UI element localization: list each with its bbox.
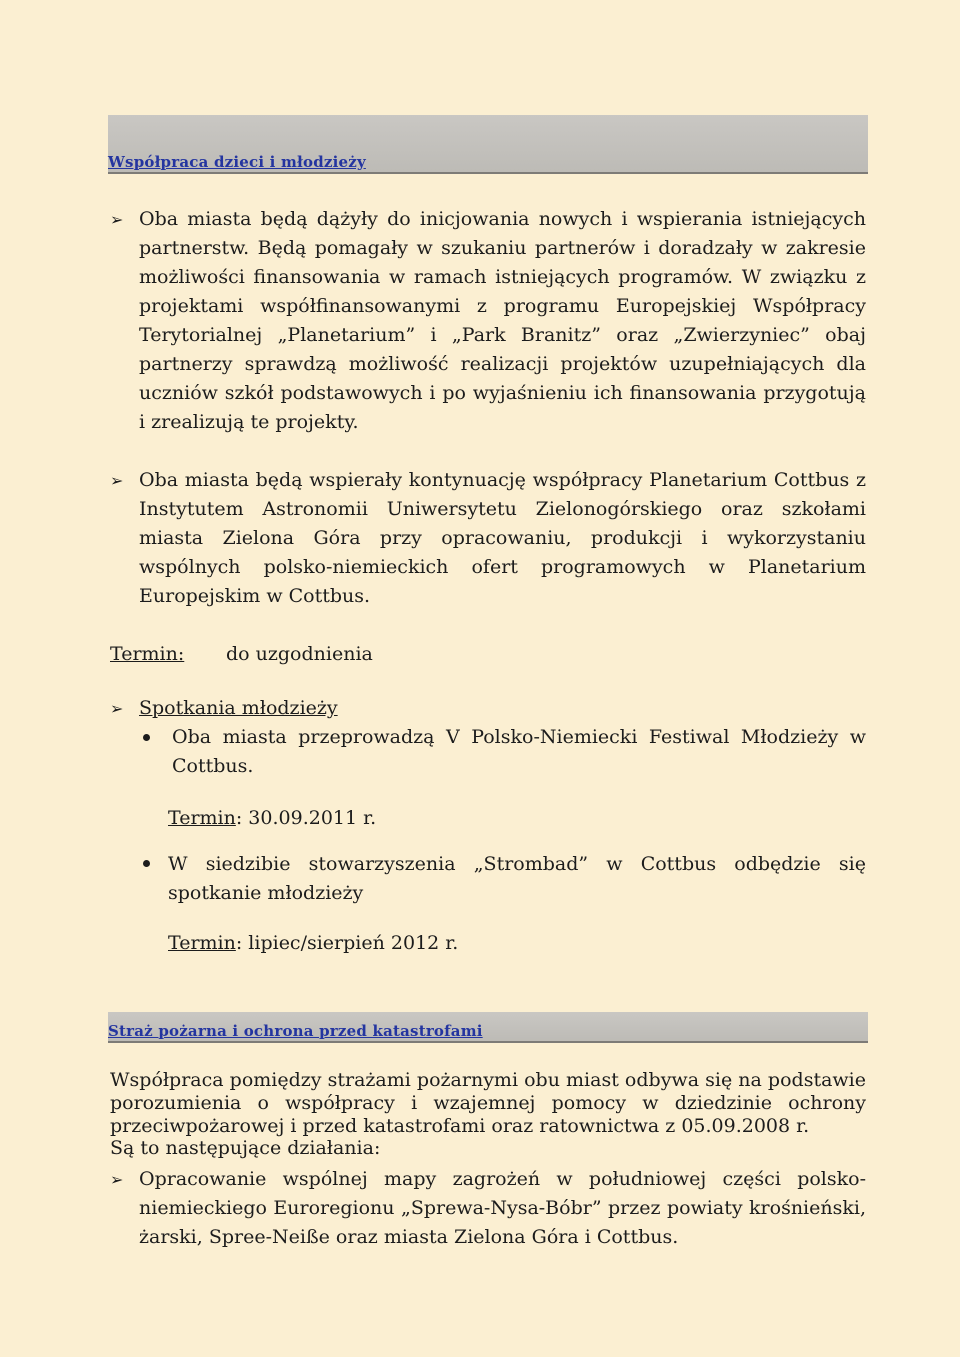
- termin-value: : 30.09.2011 r.: [235, 807, 377, 829]
- section-header-bar: [108, 115, 868, 174]
- arrowhead-icon: ➢: [110, 471, 124, 490]
- termin-line: [168, 929, 458, 958]
- bullet-text: Oba miasta przeprowadzą V Polsko-Niemiecki Festiwal Młodzieży w Cottbus.: [172, 726, 866, 777]
- termin-value: : lipiec/sierpień 2012 r.: [235, 932, 459, 954]
- arrowhead-icon: ➢: [110, 1170, 124, 1189]
- section-title: Straż pożarna i ochrona przed katastrofami: [108, 1022, 483, 1040]
- arrowhead-icon: ➢: [110, 210, 124, 229]
- bullet-text: W siedzibie stowarzyszenia „Strombad” w Cottbus odbędzie się spotkanie młodzieży: [168, 853, 866, 904]
- bullet-icon: [143, 734, 150, 741]
- termin-value: do uzgodnienia: [226, 643, 373, 665]
- termin-line: [168, 804, 376, 833]
- termin-label: Termin: [168, 932, 236, 954]
- paragraph: Opracowanie wspólnej mapy zagrożeń w południowej części polsko-niemieckiego Euroregionu „Sprewa-Nysa-Bóbr” przez powiaty krośnieński, żarski, Spree-Neiße oraz miasta Zielona Góra i Cottbus.: [139, 1168, 866, 1248]
- subheading: Spotkania młodzieży: [139, 697, 338, 719]
- bullet-icon: [143, 860, 150, 867]
- paragraph: Oba miasta będą wspierały kontynuację współpracy Planetarium Cottbus z Instytutem Astronomii Uniwersytetu Zielonogórskiego oraz szkołami miasta Zielona Góra przy opracowaniu, produkcji i wykorzystaniu wspólnych polsko-niemieckich ofert programowych w Planetarium Europejskim w Cottbus.: [139, 469, 866, 607]
- paragraph: Oba miasta będą dążyły do inicjowania nowych i wspierania istniejących partnerstw. Będą pomagały w szukaniu partnerów i doradzały w zakresie możliwości finansowania w ramach istniejących programów. W związku z projektami współfinansowanymi z programu Europejskiej Współpracy Terytorialnej „Planetarium” i „Park Branitz” oraz „Zwierzyniec” obaj partnerzy sprawdzą możliwość realizacji projektów uzupełniających dla uczniów szkół podstawowych i po wyjaśnieniu ich finansowania przygotują i zrealizują te projekty.: [139, 208, 866, 433]
- section-header-bar: [108, 1012, 868, 1043]
- section-title: Współpraca dzieci i młodzieży: [108, 153, 366, 171]
- termin-label: Termin: [168, 807, 236, 829]
- paragraph: Są to następujące działania:: [110, 1137, 381, 1159]
- paragraph: Współpraca pomiędzy strażami pożarnymi obu miast odbywa się na podstawie porozumienia o współpracy i wzajemnej pomocy w dziedzinie ochrony przeciwpożarowej i przed katastrofami oraz ratownictwa z 05.09.2008 r.: [110, 1069, 866, 1137]
- termin-label: Termin:: [110, 643, 185, 665]
- arrowhead-icon: ➢: [110, 699, 124, 718]
